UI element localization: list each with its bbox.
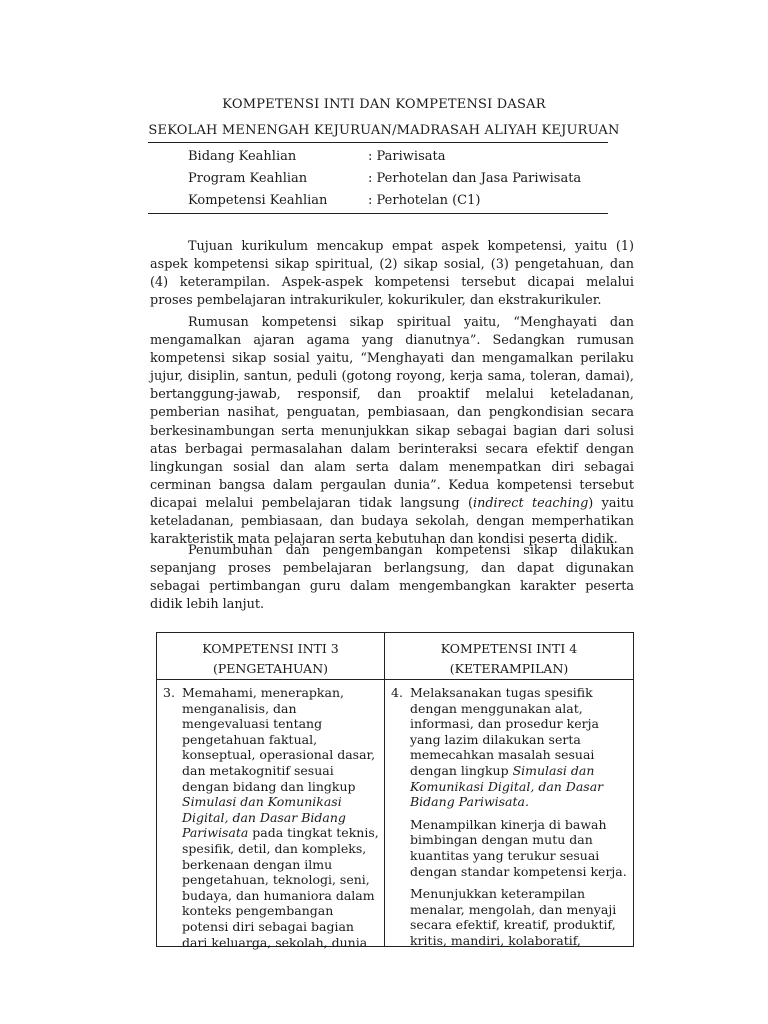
- meta-value: : Pariwisata: [368, 149, 446, 164]
- divider-top: [148, 142, 608, 143]
- meta-value: : Perhotelan dan Jasa Pariwisata: [368, 171, 582, 186]
- paragraph-penumbuhan: Penumbuhan dan pengembangan kompetensi sikap dilakukan sepanjang proses pembelajaran berlangsung, dan dapat digunakan sebagai pertimbangan guru dalam mengembangkan karakter peserta didik lebih lanjut.: [150, 543, 634, 613]
- meta-program-keahlian: [188, 171, 608, 191]
- header-ki3: KOMPETENSI INTI 3 (PENGETAHUAN): [202, 641, 339, 676]
- meta-label: Kompetensi Keahlian: [188, 193, 328, 208]
- paragraph-tujuan: Tujuan kurikulum mencakup empat aspek kompetensi, yaitu (1) aspek kompetensi sikap spiritual, (2) sikap sosial, (3) pengetahuan, dan (4) keterampilan. Aspek-aspek kompetensi tersebut dicapai melalui proses pembelajaran intrakurikuler, kokurikuler, dan ekstrakurikuler.: [150, 239, 634, 309]
- meta-label: Program Keahlian: [188, 171, 308, 186]
- paragraph-rumusan: Rumusan kompetensi sikap spiritual yaitu, “Menghayati dan mengamalkan ajaran agama yang dianutnya”. Sedangkan rumusan kompetensi sikap sosial yaitu, “Menghayati dan mengamalkan perilaku jujur, disiplin, santun, peduli (gotong royong, kerja sama, toleran, damai), bertanggung-jawab, responsif, dan proaktif melalui keteladanan, pemberian nasihat, penguatan, pembiasaan, dan pengkondisian secara berkesinambungan serta menunjukkan sikap sebagai bagian dari solusi atas berbagai permasalahan dalam berinteraksi secara efektif dengan lingkungan sosial dan alam serta dalam menempatkan diri sebagai cerminan bangsa dalam pergaulan dunia”. Kedua kompetensi tersebut dicapai melalui pembelajaran tidak langsung (indirect teaching) yaitu keteladanan, pembiasaan, dan budaya sekolah, dengan memperhatikan karakteristik mata pelajaran serta kebutuhan dan kondisi peserta didik.: [150, 315, 634, 548]
- kompetensi-table: KOMPETENSI INTI 3 (PENGETAHUAN) KOMPETENSI INTI 4 (KETERAMPILAN) 3. Memahami, menerapkan, menganalisis, dan mengevaluasi tentang pengetahuan faktual, konseptual, operasional dasar, dan metakognitif sesuai dengan bidang dan lingkup Simulasi dan Komunikasi Digital, dan Dasar Bidang Pariwisata pada tingkat teknis, spesifik, detil, dan kompleks, berkenaan dengan ilmu pengetahuan, teknologi, seni, budaya, dan humaniora dalam konteks pengembangan potensi diri sebagai bagian dari keluarga, sekolah, dunia 4. Melaksanakan tugas spesifik dengan menggunakan alat, informasi, dan prosedur kerja yang lazim dilakukan serta memecahkan masalah sesuai dengan lingkup Simulasi dan Komunikasi Digital, dan Dasar Bidang Pariwisata. Menampilkan kinerja di bawah bimbingan dengan mutu dan kuantitas yang terukur sesuai dengan standar kompetensi kerja. Menunjukkan keterampilan menalar, mengolah, dan menyaji secara efektif, kreatif, produktif, kritis, mandiri, kolaboratif,: [156, 632, 634, 947]
- meta-kompetensi-keahlian: [188, 193, 608, 213]
- document-subtitle: SEKOLAH MENENGAH KEJURUAN/MADRASAH ALIYAH KEJURUAN: [148, 123, 620, 138]
- meta-label: Bidang Keahlian: [188, 149, 297, 164]
- divider-bottom: [148, 213, 608, 214]
- header-ki4: KOMPETENSI INTI 4 (KETERAMPILAN): [440, 641, 578, 676]
- meta-bidang-keahlian: [188, 149, 608, 169]
- document-title: KOMPETENSI INTI DAN KOMPETENSI DASAR: [222, 97, 546, 112]
- meta-value: : Perhotelan (C1): [368, 193, 481, 208]
